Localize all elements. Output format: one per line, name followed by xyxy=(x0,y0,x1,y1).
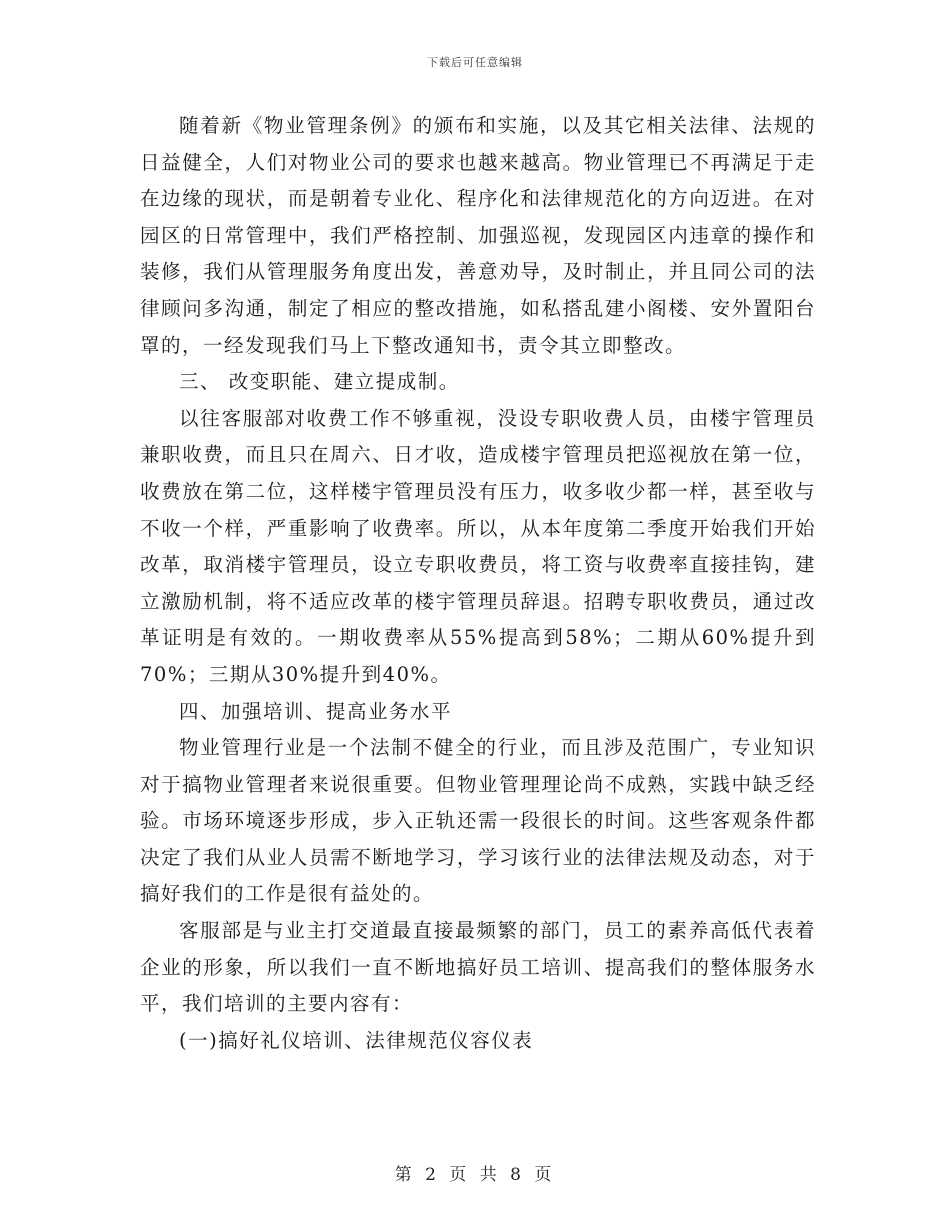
section-heading-4: 四、加强培训、提高业务水平 xyxy=(179,699,453,723)
document-body xyxy=(140,108,816,1059)
section-heading-3: 三、 改变职能、建立提成制。 xyxy=(179,370,460,394)
paragraph-industry-training: 物业管理行业是一个法制不健全的行业，而且涉及范围广，专业知识对于搞物业管理者来说很重要。但物业管理理论尚不成熟，实践中缺乏经验。市场环境逐步形成，步入正轨还需一段很长的时间。这些客观条件都决定了我们从业人员需不断地学习，学习该行业的法律法规及动态，对于搞好我们的工作是很有益处的。 xyxy=(140,736,816,906)
paragraph-regulations: 随着新《物业管理条例》的颁布和实施，以及其它相关法律、法规的日益健全，人们对物业公司的要求也越来越高。物业管理已不再满足于走在边缘的现状，而是朝着专业化、程序化和法律规范化的方向迈进。在对园区的日常管理中，我们严格控制、加强巡视，发现园区内违章的操作和装修，我们从管理服务角度出发，善意劝导，及时制止，并且同公司的法律顾问多沟通，制定了相应的整改措施，如私搭乱建小阁楼、安外置阳台罩的，一经发现我们马上下整改通知书，责令其立即整改。 xyxy=(140,114,816,357)
page-header: 下载后可任意编辑 xyxy=(427,56,523,69)
paragraph-customer-service: 客服部是与业主打交道最直接最频繁的部门，员工的素养高低代表着企业的形象，所以我们一直不断地搞好员工培训、提高我们的整体服务水平，我们培训的主要内容有： xyxy=(140,919,816,1016)
subsection-heading-1: (一)搞好礼仪培训、法律规范仪容仪表 xyxy=(179,1028,534,1052)
paragraph-fee-collection: 以往客服部对收费工作不够重视，没设专职收费人员，由楼宇管理员兼职收费，而且只在周六、日才收，造成楼宇管理员把巡视放在第一位，收费放在第二位，这样楼宇管理员没有压力，收多收少都一样，甚至收与不收一个样，严重影响了收费率。所以，从本年度第二季度开始我们开始改革，取消楼宇管理员，设立专职收费员，将工资与收费率直接挂钩，建立激励机制，将不适应改革的楼宇管理员辞退。招聘专职收费员，通过改革证明是有效的。一期收费率从55%提高到58%；二期从60%提升到70%；三期从30%提升到40%。 xyxy=(140,406,816,686)
page-footer: 第 2 页 共 8 页 xyxy=(394,1165,556,1185)
